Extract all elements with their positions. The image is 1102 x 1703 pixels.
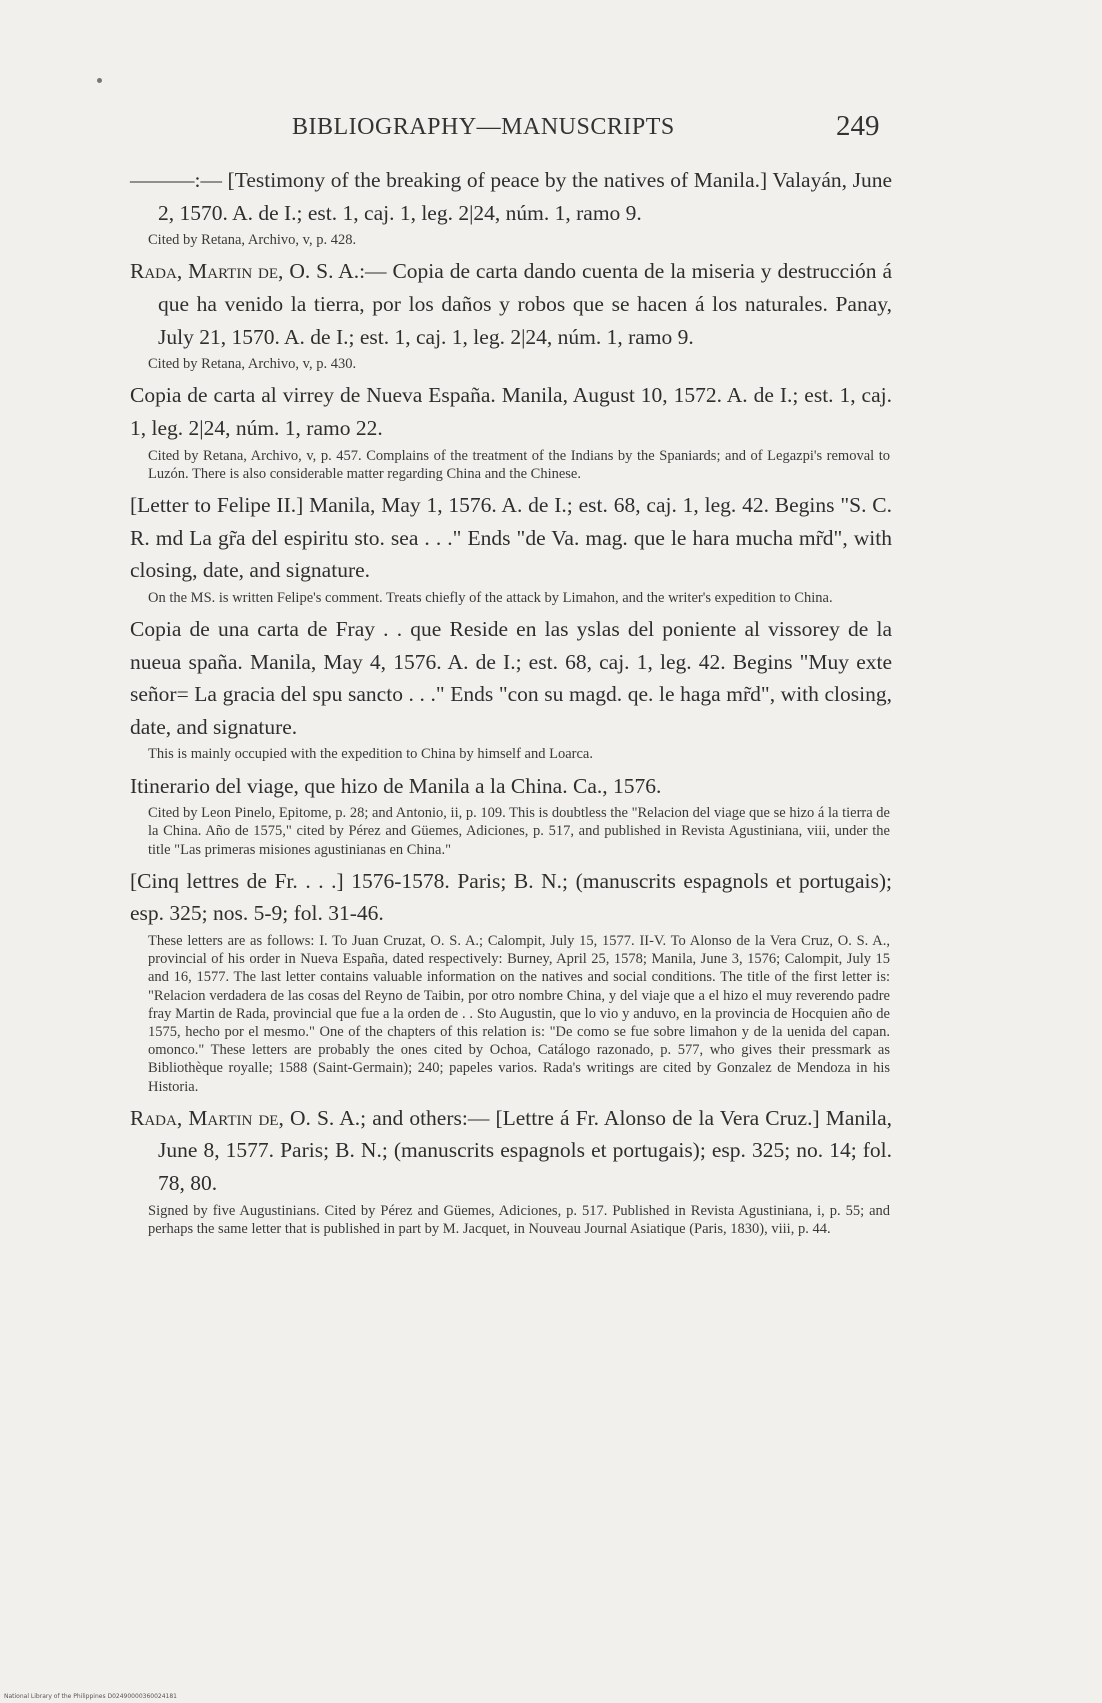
- entry-author: Rada, Martin de, O. S. A.: [130, 259, 360, 284]
- entry-note: Cited by Retana, Archivo, v, p. 457. Complains of the treatment of the Indians by the Spaniards; and of Legazpi's removal to Luzón. There is also considerable matter regarding China and the Chinese.: [148, 447, 890, 482]
- bibliography-entry: [130, 865, 892, 1096]
- bibliography-body: [130, 164, 892, 1244]
- running-header: [292, 112, 892, 146]
- entry-text: Itinerario del viage, que hizo de Manila a la China. Ca., 1576.: [130, 773, 662, 798]
- page-number: 249: [836, 110, 880, 142]
- entry-note: These letters are as follows: I. To Juan Cruzat, O. S. A.; Calompit, July 15, 1577. II-V. To Alonso de la Vera Cruz, O. S. A., provincial of his order in Nueva España, dated respectively: Burney, April 25, 1578; Manila, June 3, 1576; Calompit, July 15 and 16, 1577. The last letter contains valuable information on the natives and social conditions. The title of the first letter is: "Relacion verdadera de las cosas del Reyno de Taibin, por otro nombre China, y del viaje que a el hizo el muy reverendo padre fray Martin de Rada, provincial que fue a la orden de . . Sto Augustin, que lo vio y anduvo, en la provincia de Hocquien año de 1575, hecho por el mesmo." One of the chapters of this relation is: "De como se fue sobre limahon y de la uenida del capan. omonco." These letters are probably the ones cited by Ochoa, Catálogo razonado, p. 577, who gives their pressmark as Bibliothèque royalle; 1588 (Saint-Germain); 240; papeles varios. Rada's writings are cited by Gonzalez de Mendoza in his Historia.: [148, 932, 890, 1095]
- header-title: BIBLIOGRAPHY—MANUSCRIPTS: [292, 114, 675, 140]
- bibliography-entry: [130, 613, 892, 764]
- entry-text: Rada, Martin de, O. S. A.:— Copia de carta dando cuenta de la miseria y destrucción á que ha venido la tierra, por los daños y robos que se hacen á los naturales. Panay, July 21, 1570. A. de I.; est. 1, caj. 1, leg. 2|24, núm. 1, ramo 9.: [130, 259, 892, 349]
- entry-text: Copia de una carta de Fray . . que Reside en las yslas del poniente al vissorey de la nueua spaña. Manila, May 4, 1576. A. de I.; est. 68, caj. 1, leg. 42. Begins "Muy exte señor= La gracia del spu sancto . . ." Ends "con su magd. qe. le haga mr̃d", with closing, date, and signature.: [130, 616, 892, 739]
- bibliography-entry: [130, 1102, 892, 1238]
- entry-note: Cited by Leon Pinelo, Epitome, p. 28; and Antonio, ii, p. 109. This is doubtless the "Relacion del viage que se hizo á la tierra de la China. Año de 1575," cited by Pérez and Güemes, Adiciones, p. 517, and published in Revista Agustiniana, viii, under the title "Las primeras misiones agustinianas en China.": [148, 805, 890, 858]
- footer-watermark: National Library of the Philippines D02490000360024181: [4, 1693, 177, 1700]
- entry-note: This is mainly occupied with the expedition to China by himself and Loarca.: [148, 746, 593, 763]
- entry-note: Cited by Retana, Archivo, v, p. 428.: [148, 232, 357, 249]
- entry-note: Cited by Retana, Archivo, v, p. 430.: [148, 356, 357, 373]
- entry-text: Rada, Martin de, O. S. A.; and others:— [Lettre á Fr. Alonso de la Vera Cruz.] Manila, June 8, 1577. Paris; B. N.; (manuscrits espagnols et portugais); esp. 325; no. 14; fol. 78, 80.: [130, 1105, 892, 1195]
- entry-text: Copia de carta al virrey de Nueva España. Manila, August 10, 1572. A. de I.; est. 1, caj. 1, leg. 2|24, núm. 1, ramo 22.: [130, 383, 892, 440]
- entry-text: [Letter to Felipe II.] Manila, May 1, 1576. A. de I.; est. 68, caj. 1, leg. 42. Begins "S. C. R. md La gr̃a del espiritu sto. sea . . ." Ends "de Va. mag. que le hara mucha mr̃d", with closing, date, and signature.: [130, 492, 892, 583]
- entry-author: Rada, Martin de, O. S. A.: [130, 1105, 361, 1130]
- entry-note: Signed by five Augustinians. Cited by Pérez and Güemes, Adiciones, p. 517. Published in Revista Agustiniana, i, p. 55; and perhaps the same letter that is published in part by M. Jacquet, in Nouveau Journal Asiatique (Paris, 1830), viii, p. 44.: [148, 1202, 890, 1237]
- entry-text: [Cinq lettres de Fr. . . .] 1576-1578. Paris; B. N.; (manuscrits espagnols et portugais); esp. 325; nos. 5-9; fol. 31-46.: [130, 868, 892, 926]
- entry-note: On the MS. is written Felipe's comment. Treats chiefly of the attack by Limahon, and the writer's expedition to China.: [148, 589, 833, 606]
- ink-spot: [97, 78, 102, 83]
- bibliography-entry: [130, 164, 892, 249]
- bibliography-entry: [130, 379, 892, 483]
- bibliography-entry: [130, 489, 892, 607]
- bibliography-entry: [130, 770, 892, 859]
- bibliography-entry: [130, 255, 892, 373]
- entry-text: ———:— [Testimony of the breaking of peace by the natives of Manila.] Valayán, June 2, 1570. A. de I.; est. 1, caj. 1, leg. 2|24, núm. 1, ramo 9.: [130, 168, 892, 225]
